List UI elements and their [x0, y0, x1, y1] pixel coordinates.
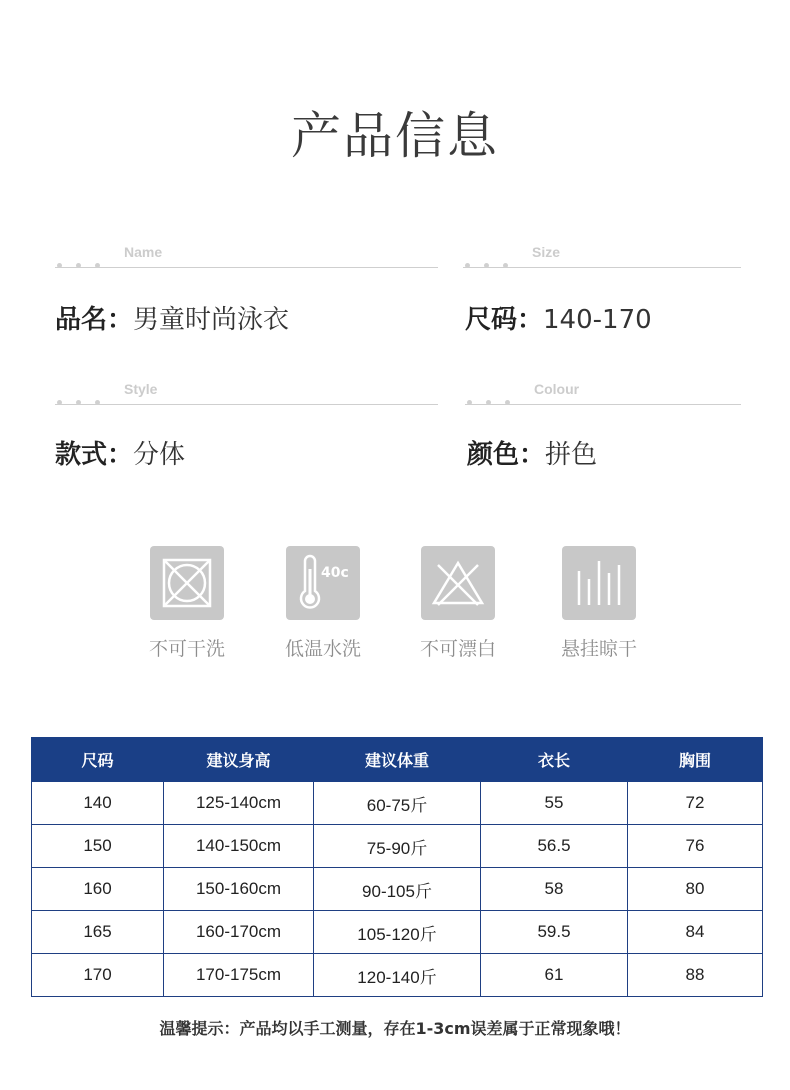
table-cell: 75-90斤: [314, 825, 481, 868]
section-head-style: [55, 380, 438, 405]
care-no-dry-clean: [132, 546, 242, 661]
no-bleach-icon: [421, 546, 495, 620]
low-temp-wash-icon: [286, 546, 360, 620]
section-head-colour: [465, 380, 741, 405]
table-cell: 80: [628, 868, 763, 911]
care-label: 低温水洗: [284, 638, 361, 660]
table-cell: 55: [481, 782, 628, 825]
field-style: [55, 434, 185, 471]
care-label: 不可干洗: [148, 638, 225, 660]
field-name-label: 品名：: [55, 305, 134, 335]
table-cell: 165: [32, 911, 164, 954]
table-cell: 56.5: [481, 825, 628, 868]
section-en-style: Style: [124, 381, 158, 397]
field-size: [465, 299, 652, 336]
hang-dry-icon: [562, 546, 636, 620]
table-header: 胸围: [628, 738, 763, 782]
table-cell: 150: [32, 825, 164, 868]
care-label: 悬挂晾干: [560, 638, 637, 660]
no-dry-clean-icon: [150, 546, 224, 620]
field-colour-label: 颜色：: [467, 440, 546, 470]
table-cell: 125-140cm: [164, 782, 314, 825]
field-size-label: 尺码：: [465, 305, 544, 335]
size-table: [31, 737, 763, 997]
table-cell: 160: [32, 868, 164, 911]
page-title: 产品信息: [291, 107, 499, 165]
table-header: 尺码: [32, 738, 164, 782]
table-row: [32, 782, 763, 825]
table-header-row: [32, 738, 763, 782]
table-row: [32, 825, 763, 868]
field-name-value: 男童时尚泳衣: [133, 305, 290, 335]
table-cell: 58: [481, 868, 628, 911]
field-name: [55, 299, 289, 336]
care-no-bleach: [403, 546, 513, 661]
table-cell: 90-105斤: [314, 868, 481, 911]
field-style-label: 款式：: [55, 440, 134, 470]
table-cell: 140: [32, 782, 164, 825]
table-cell: 72: [628, 782, 763, 825]
field-size-value: 140-170: [543, 305, 652, 335]
care-label: 不可漂白: [419, 638, 496, 660]
care-hang-dry: [544, 546, 654, 661]
table-cell: 61: [481, 954, 628, 997]
table-cell: 60-75斤: [314, 782, 481, 825]
table-cell: 160-170cm: [164, 911, 314, 954]
table-cell: 59.5: [481, 911, 628, 954]
care-low-temp-wash: [268, 546, 378, 661]
table-cell: 76: [628, 825, 763, 868]
table-cell: 120-140斤: [314, 954, 481, 997]
table-cell: 150-160cm: [164, 868, 314, 911]
table-row: [32, 911, 763, 954]
section-en-size: Size: [532, 244, 561, 260]
section-head-name: [55, 243, 438, 268]
table-header: 建议身高: [164, 738, 314, 782]
table-cell: 105-120斤: [314, 911, 481, 954]
table-cell: 84: [628, 911, 763, 954]
table-cell: 140-150cm: [164, 825, 314, 868]
table-row: [32, 954, 763, 997]
table-header: 建议体重: [314, 738, 481, 782]
field-colour-value: 拼色: [545, 440, 598, 470]
measurement-note: 温馨提示：产品均以手工测量，存在1-3cm误差属于正常现象哦！: [159, 1019, 631, 1038]
table-cell: 170-175cm: [164, 954, 314, 997]
field-colour: [467, 434, 597, 471]
table-row: [32, 868, 763, 911]
section-en-name: Name: [124, 244, 163, 260]
table-cell: 88: [628, 954, 763, 997]
table-header: 衣长: [481, 738, 628, 782]
section-en-colour: Colour: [534, 381, 580, 397]
table-cell: 170: [32, 954, 164, 997]
field-style-value: 分体: [133, 440, 186, 470]
temp-text: 40c: [321, 565, 349, 581]
section-head-size: [463, 243, 741, 268]
